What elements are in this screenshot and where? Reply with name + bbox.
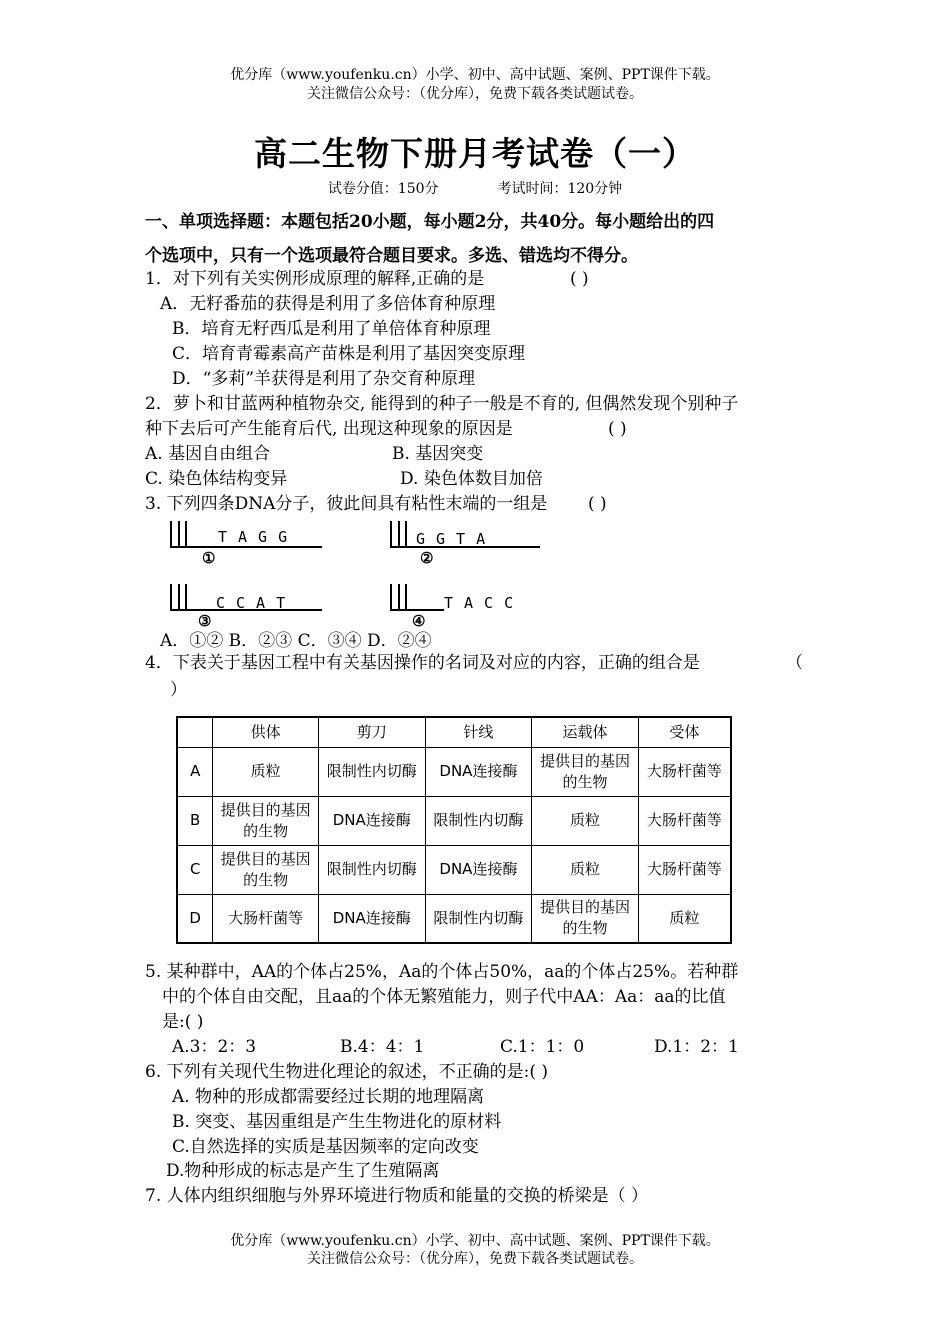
q4-paren-open: （: [786, 653, 803, 673]
table-cell: B: [177, 796, 213, 845]
table-cell: 大肠杆菌等: [213, 894, 319, 943]
dna-1-sequence: TAGG: [218, 528, 299, 546]
table-cell: 提供目的基因的生物: [532, 747, 639, 796]
table-cell: DNA连接酶: [425, 747, 532, 796]
dna-3-sequence: CCAT: [216, 594, 297, 612]
header-line-1: 优分库（www.youfenku.cn）小学、初中、高中试题、案例、PPT课件下载。: [230, 67, 720, 83]
q1-option-c: C．培育青霉素高产苗株是利用了基因突变原理: [172, 344, 526, 364]
dna-2-sequence: GGTA: [416, 530, 497, 548]
table-cell: DNA连接酶: [318, 894, 425, 943]
table-header-cell: 运载体: [532, 717, 639, 747]
q2-option-b: B. 基因突变: [392, 444, 484, 464]
q3-options: A．①② B．②③ C．③④ D．②④: [160, 631, 432, 651]
table-row: [177, 894, 731, 943]
q2-option-a: A. 基因自由组合: [145, 444, 271, 464]
q2-stem-1: 2．萝卜和甘蓝两种植物杂交, 能得到的种子一般是不育的, 但偶然发现个别种子: [145, 394, 739, 414]
q6-option-a: A. 物种的形成都需要经过长期的地理隔离: [172, 1087, 485, 1107]
q2-stem-2: 种下去后可产生能育后代, 出现这种现象的原因是: [145, 419, 513, 439]
table-header-cell: [177, 717, 213, 747]
dna-4-strand-icon: [390, 584, 412, 610]
table-header-cell: 针线: [425, 717, 532, 747]
section-heading-line-2: 个选项中，只有一个选项最符合题目要求。多选、错选均不得分。: [145, 246, 638, 266]
dna-1-base-line: [170, 546, 322, 548]
q1-option-b: B．培育无籽西瓜是利用了单倍体育种原理: [172, 319, 491, 339]
table-cell: DNA连接酶: [318, 796, 425, 845]
table-cell: 质粒: [532, 845, 639, 894]
table-header-cell: 受体: [638, 717, 731, 747]
table-row: [177, 796, 731, 845]
footer-line-2: 关注微信公众号：（优分库），免费下载各类试题试卷。: [307, 1251, 643, 1267]
table-cell: DNA连接酶: [425, 845, 532, 894]
q1-option-a: A．无籽番茄的获得是利用了多倍体育种原理: [160, 294, 496, 314]
section-heading-line-1: 一、单项选择题：本题包括20小题，每小题2分，共40分。每小题给出的四: [145, 212, 715, 232]
table-cell: 限制性内切酶: [318, 845, 425, 894]
table-row: [177, 845, 731, 894]
q5-option-d: D.1：2：1: [654, 1037, 739, 1057]
table-row: [177, 747, 731, 796]
dna-4-base-line: [390, 609, 444, 611]
q5-option-b: B.4：4：1: [340, 1037, 425, 1057]
q5-stem-1: 5. 某种群中，AA的个体占25%，Aa的个体占50%，aa的个体占25%。若种群: [145, 962, 739, 982]
table-header-cell: 剪刀: [318, 717, 425, 747]
q1-stem: 1．对下列有关实例形成原理的解释,正确的是: [145, 269, 485, 289]
table-cell: 大肠杆菌等: [638, 845, 731, 894]
table-cell: C: [177, 845, 213, 894]
q3-answer-paren: ( ): [588, 494, 607, 514]
q2-option-d: D. 染色体数目加倍: [400, 469, 543, 489]
q6-option-d: D.物种形成的标志是产生了生殖隔离: [166, 1161, 440, 1181]
table-cell: 提供目的基因的生物: [213, 845, 319, 894]
q2-answer-paren: ( ): [608, 419, 627, 439]
exam-score: 试卷分值：150分: [327, 181, 439, 197]
dna-4-label: ④: [412, 612, 426, 630]
q5-stem-2: 中的个体自由交配，且aa的个体无繁殖能力，则子代中AA：Aa：aa的比值: [162, 987, 726, 1007]
dna-1-strand-icon: [170, 521, 192, 547]
table-cell: 质粒: [213, 747, 319, 796]
header-line-2: 关注微信公众号：（优分库），免费下载各类试题试卷。: [307, 86, 643, 102]
table-cell: 提供目的基因的生物: [532, 894, 639, 943]
q5-option-a: A.3：2：3: [172, 1037, 257, 1057]
exam-meta: [0, 178, 950, 198]
table-cell: 限制性内切酶: [425, 796, 532, 845]
q1-option-d: D．“多莉”羊获得是利用了杂交育种原理: [172, 369, 476, 389]
table-cell: 大肠杆菌等: [638, 747, 731, 796]
q6-stem: 6. 下列有关现代生物进化理论的叙述，不正确的是:( ): [145, 1062, 549, 1082]
table-cell: 提供目的基因的生物: [213, 796, 319, 845]
q3-stem: 3. 下列四条DNA分子，彼此间具有粘性末端的一组是: [145, 494, 548, 514]
dna-1-label: ①: [202, 549, 216, 567]
table-header-cell: 供体: [213, 717, 319, 747]
table-cell: 大肠杆菌等: [638, 796, 731, 845]
q4-paren-close: ）: [170, 680, 187, 700]
dna-2-label: ②: [420, 549, 434, 567]
exam-time: 考试时间：120分钟: [497, 181, 623, 197]
page-title: 高二生物下册月考试卷（一）: [254, 134, 696, 173]
q6-option-c: C.自然选择的实质是基因频率的定向改变: [172, 1137, 479, 1157]
dna-3-strand-icon: [170, 584, 192, 610]
q2-option-c: C. 染色体结构变异: [145, 469, 288, 489]
q6-option-b: B. 突变、基因重组是产生生物进化的原材料: [172, 1112, 502, 1132]
q4-stem: 4．下表关于基因工程中有关基因操作的名词及对应的内容，正确的组合是: [145, 653, 700, 673]
table-cell: 质粒: [638, 894, 731, 943]
q5-option-c: C.1：1：0: [500, 1037, 585, 1057]
table-cell: 限制性内切酶: [318, 747, 425, 796]
table-cell: A: [177, 747, 213, 796]
q1-answer-paren: ( ): [570, 269, 589, 289]
q7-stem: 7. 人体内组织细胞与外界环境进行物质和能量的交换的桥梁是（ ）: [145, 1186, 649, 1206]
table-cell: 限制性内切酶: [425, 894, 532, 943]
gene-engineering-table: [176, 716, 732, 944]
q5-stem-3: 是:( ): [162, 1012, 204, 1032]
table-header-row: [177, 717, 731, 747]
table-cell: D: [177, 894, 213, 943]
dna-2-strand-icon: [390, 521, 412, 547]
table-cell: 质粒: [532, 796, 639, 845]
dna-3-label: ③: [198, 612, 212, 630]
dna-4-sequence: TACC: [444, 594, 525, 612]
footer-line-1: 优分库（www.youfenku.cn）小学、初中、高中试题、案例、PPT课件下载。: [230, 1233, 720, 1249]
